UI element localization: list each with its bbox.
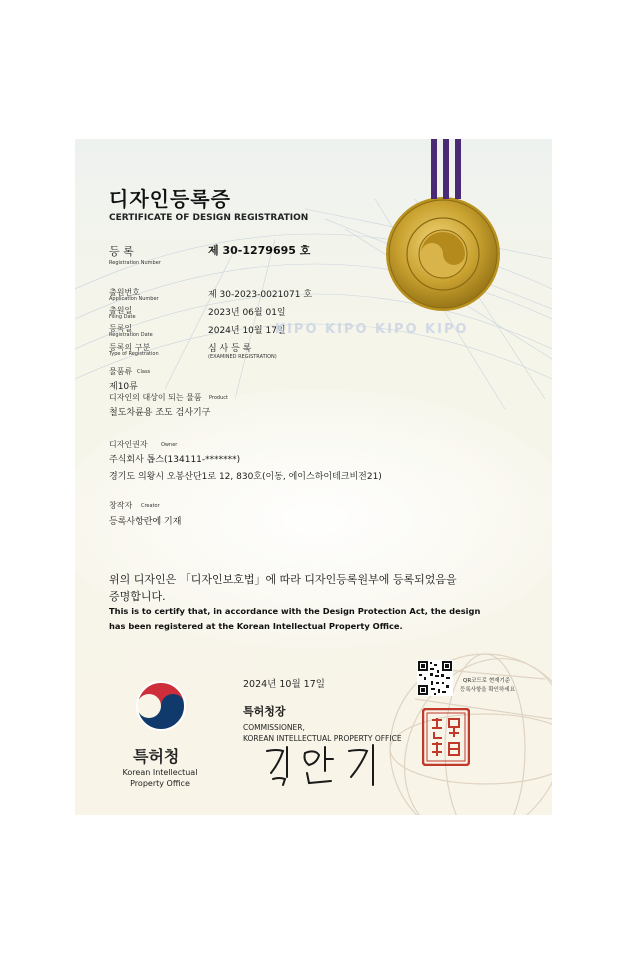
- title-ko: 디자인등록증: [109, 187, 231, 211]
- qr-code-icon[interactable]: [417, 660, 453, 696]
- reg-date-label-en: Registration Date: [109, 332, 153, 338]
- product-value: 철도차륜용 조도 검사기구: [109, 408, 211, 418]
- registration-date: 2024년 10월 17일: [208, 326, 286, 336]
- creator-label-en: Creator: [141, 503, 160, 509]
- gold-seal-icon: [386, 197, 500, 311]
- title-en: CERTIFICATE OF DESIGN REGISTRATION: [109, 213, 309, 223]
- registration-label-en: Registration Number: [109, 260, 161, 266]
- logo-text-en-line2: Property Office: [130, 779, 190, 788]
- certificate: [75, 139, 552, 815]
- reg-type-label: 등록의 구분: [109, 343, 151, 352]
- commissioner-en-line1: COMMISSIONER,: [243, 723, 305, 732]
- filing-date: 2023년 06월 01일: [208, 308, 286, 318]
- statement-en-line1: This is to certify that, in accordance with the Design Protection Act, the design: [109, 606, 481, 616]
- application-number: 제 30-2023-0021071 호: [208, 290, 313, 300]
- reg-date-label: 등록일: [109, 324, 133, 333]
- kipo-logo-icon: [131, 676, 191, 736]
- owner-address: 경기도 의왕시 오봉산단1로 12, 830호(이동, 에이스하이테크비전21): [109, 472, 382, 482]
- class-value: 제10류: [109, 382, 138, 392]
- reg-type-value: 심 사 등 록: [208, 344, 252, 354]
- statement-en-line2: has been registered at the Korean Intellectual Property Office.: [109, 621, 403, 631]
- class-label-en: Class: [137, 369, 151, 375]
- registration-number: 제 30-1279695 호: [208, 244, 311, 257]
- ribbon-stripe: [431, 139, 437, 199]
- filing-label-en: Filing Date: [109, 314, 136, 320]
- watermark: KIPO KIPO KIPO KIPO: [275, 322, 469, 337]
- qr-text-line2: 등록사항을 확인하세요: [460, 687, 515, 693]
- logo-text-ko: 특허청: [133, 747, 180, 766]
- creator-label: 창작자: [109, 501, 133, 510]
- signature-icon: [261, 743, 391, 787]
- statement-ko-line1: 위의 디자인은 「디자인보호법」에 따라 디자인등록원부에 등록되었음을: [109, 573, 457, 586]
- statement-ko-line2: 증명합니다.: [109, 590, 166, 603]
- product-label: 디자인의 대상이 되는 물품: [109, 393, 202, 402]
- ribbon-stripe: [443, 139, 449, 199]
- qr-text-line1: QR코드로 현재기준: [463, 678, 511, 684]
- logo-text-en-line1: Korean Intellectual: [122, 768, 198, 777]
- commissioner-title: 특허청장: [243, 705, 286, 718]
- commissioner-en-line2: KOREAN INTELLECTUAL PROPERTY OFFICE: [243, 734, 402, 743]
- creator-value: 등록사항란에 기재: [109, 517, 182, 527]
- owner-name: 주식회사 톱스(134111-*******): [109, 455, 241, 465]
- class-label: 물품류: [109, 367, 133, 376]
- official-seal-icon: [422, 708, 470, 766]
- reg-type-label-en: Type of Registration: [109, 351, 159, 357]
- registration-label: 등 록: [109, 245, 134, 258]
- application-label-en: Application Number: [109, 296, 159, 302]
- application-label: 출원번호: [109, 288, 140, 297]
- product-label-en: Product: [209, 395, 228, 401]
- owner-label: 디자인권자: [109, 440, 148, 449]
- reg-type-value-en: (EXAMINED REGISTRATION): [208, 354, 277, 360]
- filing-label: 출원일: [109, 306, 133, 315]
- issue-date: 2024년 10월 17일: [243, 679, 325, 690]
- ribbon-stripe: [455, 139, 461, 199]
- owner-label-en: Owner: [161, 442, 178, 448]
